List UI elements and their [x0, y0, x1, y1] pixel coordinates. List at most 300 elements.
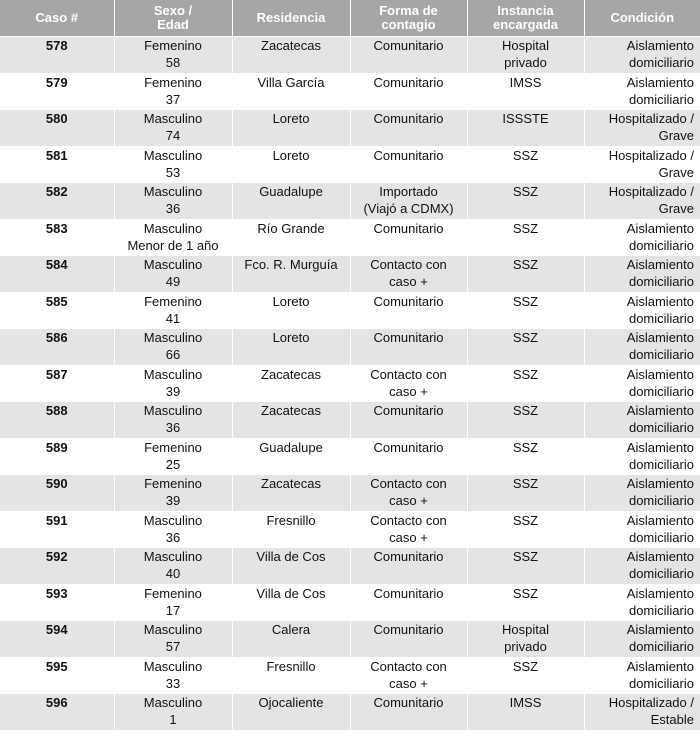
cell-caso — [0, 219, 114, 256]
cell-text: Femenino — [144, 476, 202, 491]
cell-text: domiciliario — [628, 310, 694, 326]
cell-residencia — [232, 292, 350, 329]
cell-forma-contagio — [350, 511, 467, 548]
cell-text: Comunitario — [373, 330, 444, 345]
cell-text: Aislamiento — [626, 403, 694, 418]
cell-sexo-edad — [114, 584, 232, 621]
header-text: encargada — [492, 17, 559, 32]
cell-condicion — [584, 438, 700, 475]
table-row — [0, 548, 700, 585]
cell-text: (Viajó a CDMX) — [363, 201, 454, 216]
header-text: Edad — [157, 17, 189, 32]
cell-text: Villa de Cos — [256, 549, 326, 564]
cell-text: domiciliario — [628, 383, 694, 399]
cell-forma-contagio — [350, 438, 467, 475]
table-header — [0, 0, 700, 37]
cell-residencia — [232, 183, 350, 220]
cell-text: 58 — [165, 55, 181, 70]
cell-text: 583 — [45, 220, 68, 236]
cell-text: Río Grande — [257, 220, 325, 236]
cell-text: 594 — [45, 622, 68, 637]
cell-text: Aislamiento — [626, 366, 694, 382]
cell-text: Masculino — [143, 366, 203, 382]
cell-text: 39 — [165, 383, 181, 399]
cell-text: Estable — [650, 712, 694, 727]
cell-forma-contagio — [350, 584, 467, 621]
cell-text: 74 — [165, 128, 181, 143]
cell-text: caso + — [389, 493, 428, 508]
header-text: contagio — [381, 17, 436, 32]
cell-instancia — [467, 110, 584, 147]
cell-text: SSZ — [512, 403, 539, 418]
cell-text: Masculino — [143, 622, 203, 637]
cell-caso — [0, 657, 114, 694]
cell-condicion — [584, 292, 700, 329]
table-row — [0, 219, 700, 256]
table-row — [0, 256, 700, 293]
cell-text: 33 — [165, 675, 181, 691]
cell-text: 585 — [45, 293, 68, 309]
cell-forma-contagio — [350, 183, 467, 220]
cell-text: SSZ — [512, 330, 539, 345]
cell-residencia — [232, 110, 350, 147]
cell-text: Hospitalizado / — [608, 695, 694, 710]
cell-text: Masculino — [143, 257, 203, 272]
cell-instancia — [467, 219, 584, 256]
cell-text: 586 — [45, 330, 68, 345]
cell-text: Aislamiento — [626, 257, 694, 272]
header-text: Sexo / — [153, 3, 193, 18]
cell-text: Aislamiento — [626, 549, 694, 564]
cell-text: Comunitario — [373, 147, 444, 163]
cell-forma-contagio — [350, 37, 467, 74]
cell-text: domiciliario — [628, 639, 694, 654]
cell-text: 595 — [45, 658, 68, 674]
header-row — [0, 0, 700, 37]
cell-text: Hospitalizado / — [608, 111, 694, 126]
cell-text: privado — [504, 639, 547, 654]
cell-text: Comunitario — [373, 293, 444, 309]
cell-text: Loreto — [272, 111, 310, 126]
cell-text: Femenino — [144, 293, 202, 309]
cell-sexo-edad — [114, 256, 232, 293]
cell-text: Fco. R. Murguía — [244, 257, 338, 272]
table-row — [0, 365, 700, 402]
cell-text: Aislamiento — [626, 38, 694, 53]
cell-text: Contacto con — [370, 257, 447, 272]
cell-text: 36 — [165, 529, 181, 545]
table-row — [0, 657, 700, 694]
cell-text: SSZ — [512, 293, 539, 309]
cell-condicion — [584, 73, 700, 110]
cell-caso — [0, 329, 114, 366]
cell-instancia — [467, 548, 584, 585]
cell-text: Femenino — [144, 585, 202, 601]
cell-sexo-edad — [114, 548, 232, 585]
cell-sexo-edad — [114, 183, 232, 220]
cell-text: 36 — [165, 420, 181, 435]
cell-caso — [0, 694, 114, 730]
cell-text: Fresnillo — [266, 658, 316, 674]
cell-text: caso + — [389, 675, 428, 691]
cell-text: Comunitario — [373, 111, 444, 126]
table-row — [0, 183, 700, 220]
cell-text: Contacto con — [370, 366, 447, 382]
cell-residencia — [232, 657, 350, 694]
cell-text: 37 — [165, 91, 181, 107]
cell-text: SSZ — [512, 184, 539, 199]
cell-sexo-edad — [114, 146, 232, 183]
cell-text: Grave — [658, 201, 694, 216]
cell-text: Zacatecas — [261, 476, 321, 491]
cell-caso — [0, 183, 114, 220]
cell-text: 596 — [45, 695, 68, 710]
cell-text: Masculino — [143, 512, 203, 528]
cell-text: domiciliario — [628, 602, 694, 618]
cell-condicion — [584, 37, 700, 74]
table-row — [0, 511, 700, 548]
cell-forma-contagio — [350, 292, 467, 329]
cell-instancia — [467, 37, 584, 74]
cell-residencia — [232, 73, 350, 110]
cell-text: 41 — [165, 310, 181, 326]
cell-text: domiciliario — [628, 493, 694, 508]
cell-sexo-edad — [114, 110, 232, 147]
header-text: Condición — [610, 10, 675, 25]
cell-text: 589 — [45, 439, 68, 455]
cell-forma-contagio — [350, 256, 467, 293]
cell-text: domiciliario — [628, 55, 694, 70]
cell-text: 579 — [45, 74, 68, 90]
cell-text: Comunitario — [373, 403, 444, 418]
cell-text: SSZ — [512, 147, 539, 163]
cell-text: Hospital — [502, 622, 549, 637]
cell-instancia — [467, 73, 584, 110]
cell-condicion — [584, 402, 700, 439]
cell-condicion — [584, 548, 700, 585]
cell-text: Importado — [379, 184, 438, 199]
cell-condicion — [584, 584, 700, 621]
cell-text: Villa de Cos — [256, 585, 326, 601]
cell-residencia — [232, 511, 350, 548]
header-forma-contagio — [350, 0, 467, 37]
cell-text: Aislamiento — [626, 585, 694, 601]
cell-text: Zacatecas — [261, 403, 321, 418]
cell-caso — [0, 37, 114, 74]
cell-text: domiciliario — [628, 274, 694, 289]
cell-text: SSZ — [512, 439, 539, 455]
cell-text: Aislamiento — [626, 476, 694, 491]
cell-residencia — [232, 329, 350, 366]
table-row — [0, 292, 700, 329]
cell-text: Loreto — [272, 147, 310, 163]
cell-forma-contagio — [350, 475, 467, 512]
cell-text: Aislamiento — [626, 622, 694, 637]
cell-caso — [0, 511, 114, 548]
cell-instancia — [467, 694, 584, 730]
cell-text: Aislamiento — [626, 439, 694, 455]
cell-condicion — [584, 657, 700, 694]
cell-text: 39 — [165, 493, 181, 508]
header-caso — [0, 0, 114, 37]
cell-text: Comunitario — [373, 74, 444, 90]
cell-text: IMSS — [509, 74, 542, 90]
cell-sexo-edad — [114, 329, 232, 366]
cell-text: Fresnillo — [266, 512, 316, 528]
cell-text: Femenino — [144, 38, 202, 53]
cell-forma-contagio — [350, 219, 467, 256]
cell-text: Masculino — [143, 403, 203, 418]
cell-text: Comunitario — [373, 622, 444, 637]
cell-condicion — [584, 365, 700, 402]
cell-text: Hospitalizado / — [608, 184, 694, 199]
table-row — [0, 584, 700, 621]
cell-instancia — [467, 657, 584, 694]
cell-text: 17 — [165, 602, 181, 618]
cell-text: Contacto con — [370, 476, 447, 491]
cell-forma-contagio — [350, 365, 467, 402]
cell-caso — [0, 584, 114, 621]
cell-caso — [0, 438, 114, 475]
cell-instancia — [467, 329, 584, 366]
cell-caso — [0, 110, 114, 147]
cell-forma-contagio — [350, 548, 467, 585]
header-instancia — [467, 0, 584, 37]
cell-sexo-edad — [114, 37, 232, 74]
cell-text: Masculino — [143, 111, 203, 126]
cell-text: Femenino — [144, 74, 202, 90]
cell-text: privado — [504, 55, 547, 70]
cell-forma-contagio — [350, 73, 467, 110]
table-row — [0, 146, 700, 183]
cell-sexo-edad — [114, 402, 232, 439]
cell-text: Calera — [271, 622, 311, 637]
cell-sexo-edad — [114, 475, 232, 512]
cell-text: ISSSTE — [502, 111, 549, 126]
cell-text: Comunitario — [373, 439, 444, 455]
table-row — [0, 438, 700, 475]
table-row — [0, 621, 700, 658]
cell-instancia — [467, 256, 584, 293]
cell-text: Comunitario — [373, 38, 444, 53]
cell-text: Contacto con — [370, 658, 447, 674]
cell-caso — [0, 402, 114, 439]
cell-text: Comunitario — [373, 585, 444, 601]
cell-instancia — [467, 475, 584, 512]
cell-instancia — [467, 511, 584, 548]
cell-text: Aislamiento — [626, 74, 694, 90]
cell-residencia — [232, 365, 350, 402]
cell-residencia — [232, 146, 350, 183]
cell-text: SSZ — [512, 366, 539, 382]
cell-sexo-edad — [114, 219, 232, 256]
cell-sexo-edad — [114, 511, 232, 548]
header-text: Caso # — [35, 10, 79, 25]
cell-sexo-edad — [114, 73, 232, 110]
cell-text: Comunitario — [373, 695, 444, 710]
cell-text: SSZ — [512, 257, 539, 272]
cell-instancia — [467, 183, 584, 220]
cell-text: 36 — [165, 201, 181, 216]
cell-text: 587 — [45, 366, 68, 382]
cell-text: SSZ — [512, 549, 539, 564]
cell-condicion — [584, 475, 700, 512]
cell-residencia — [232, 475, 350, 512]
cell-text: Femenino — [144, 439, 202, 455]
cell-caso — [0, 73, 114, 110]
cell-instancia — [467, 146, 584, 183]
cell-text: Aislamiento — [626, 220, 694, 236]
cell-text: domiciliario — [628, 420, 694, 435]
cell-text: Comunitario — [373, 549, 444, 564]
cell-text: Aislamiento — [626, 512, 694, 528]
cell-text: SSZ — [512, 512, 539, 528]
cell-text: Masculino — [143, 220, 203, 236]
cell-residencia — [232, 37, 350, 74]
cell-text: 53 — [165, 164, 181, 180]
cell-sexo-edad — [114, 621, 232, 658]
header-residencia — [232, 0, 350, 37]
table-row — [0, 402, 700, 439]
cell-text: IMSS — [509, 695, 542, 710]
cell-caso — [0, 548, 114, 585]
header-text: Instancia — [497, 3, 554, 18]
cell-condicion — [584, 219, 700, 256]
cell-text: 590 — [45, 476, 68, 491]
cell-text: 584 — [45, 257, 68, 272]
cell-text: Guadalupe — [259, 439, 323, 455]
cell-forma-contagio — [350, 329, 467, 366]
cell-text: 592 — [45, 549, 68, 564]
cell-text: Contacto con — [370, 512, 447, 528]
table-body — [0, 37, 700, 730]
cell-text: 49 — [165, 274, 181, 289]
cell-residencia — [232, 402, 350, 439]
cell-text: 25 — [165, 456, 181, 472]
cell-text: Comunitario — [373, 220, 444, 236]
cell-condicion — [584, 329, 700, 366]
table-row — [0, 694, 700, 730]
cell-text: Loreto — [272, 293, 310, 309]
header-text: Residencia — [256, 10, 326, 25]
cell-residencia — [232, 621, 350, 658]
cell-text: Aislamiento — [626, 658, 694, 674]
cell-text: Loreto — [272, 330, 310, 345]
cell-text: caso + — [389, 529, 428, 545]
cell-instancia — [467, 365, 584, 402]
cell-text: domiciliario — [628, 566, 694, 581]
cell-forma-contagio — [350, 694, 467, 730]
cell-text: Ojocaliente — [258, 695, 324, 710]
cell-text: Masculino — [143, 695, 203, 710]
cell-sexo-edad — [114, 657, 232, 694]
cell-text: Hospital — [502, 38, 549, 53]
cell-text: domiciliario — [628, 91, 694, 107]
cell-forma-contagio — [350, 621, 467, 658]
table-row — [0, 329, 700, 366]
cell-text: Masculino — [143, 330, 203, 345]
cell-caso — [0, 365, 114, 402]
table-row — [0, 37, 700, 74]
cell-sexo-edad — [114, 292, 232, 329]
cell-text: Hospitalizado / — [608, 147, 694, 163]
cell-residencia — [232, 584, 350, 621]
cell-sexo-edad — [114, 365, 232, 402]
cell-instancia — [467, 402, 584, 439]
cell-condicion — [584, 694, 700, 730]
cell-text: Masculino — [143, 147, 203, 163]
header-text: Forma de — [379, 3, 438, 18]
cell-text: Masculino — [143, 549, 203, 564]
cell-text: caso + — [389, 383, 428, 399]
cell-residencia — [232, 219, 350, 256]
cell-text: Aislamiento — [626, 293, 694, 309]
cell-text: Masculino — [143, 184, 203, 199]
cell-text: 57 — [165, 639, 181, 654]
cell-text: 1 — [169, 712, 177, 727]
cell-caso — [0, 621, 114, 658]
cell-text: domiciliario — [628, 675, 694, 691]
cell-text: 582 — [45, 184, 68, 199]
cell-caso — [0, 256, 114, 293]
cell-text: 593 — [45, 585, 68, 601]
cell-text: 581 — [45, 147, 68, 163]
cell-residencia — [232, 438, 350, 475]
table-row — [0, 73, 700, 110]
cell-text: domiciliario — [628, 237, 694, 253]
header-sexo-edad — [114, 0, 232, 37]
cell-residencia — [232, 256, 350, 293]
cell-condicion — [584, 621, 700, 658]
cell-text: Grave — [658, 128, 694, 143]
cell-text: 578 — [45, 38, 68, 53]
cell-text: Zacatecas — [261, 38, 321, 53]
cell-forma-contagio — [350, 110, 467, 147]
cell-text: 591 — [45, 512, 68, 528]
cell-text: 580 — [45, 111, 68, 126]
cell-text: Masculino — [143, 658, 203, 674]
cell-forma-contagio — [350, 657, 467, 694]
cell-text: Villa García — [257, 74, 325, 90]
cell-instancia — [467, 438, 584, 475]
cell-forma-contagio — [350, 402, 467, 439]
cell-condicion — [584, 183, 700, 220]
cell-text: Grave — [658, 164, 694, 180]
cell-instancia — [467, 621, 584, 658]
cell-residencia — [232, 694, 350, 730]
cell-condicion — [584, 110, 700, 147]
table-row — [0, 475, 700, 512]
header-condicion — [584, 0, 700, 37]
table-row — [0, 110, 700, 147]
cell-text: domiciliario — [628, 529, 694, 545]
cell-sexo-edad — [114, 438, 232, 475]
cell-text: SSZ — [512, 585, 539, 601]
cell-text: 588 — [45, 403, 68, 418]
cell-text: Zacatecas — [261, 366, 321, 382]
cell-condicion — [584, 511, 700, 548]
cell-text: Menor de 1 año — [127, 237, 219, 253]
cell-residencia — [232, 548, 350, 585]
cell-condicion — [584, 146, 700, 183]
cell-instancia — [467, 584, 584, 621]
cell-text: SSZ — [512, 476, 539, 491]
cell-caso — [0, 475, 114, 512]
cell-text: SSZ — [512, 658, 539, 674]
cell-text: 66 — [165, 347, 181, 362]
cell-condicion — [584, 256, 700, 293]
cell-text: caso + — [389, 274, 428, 289]
